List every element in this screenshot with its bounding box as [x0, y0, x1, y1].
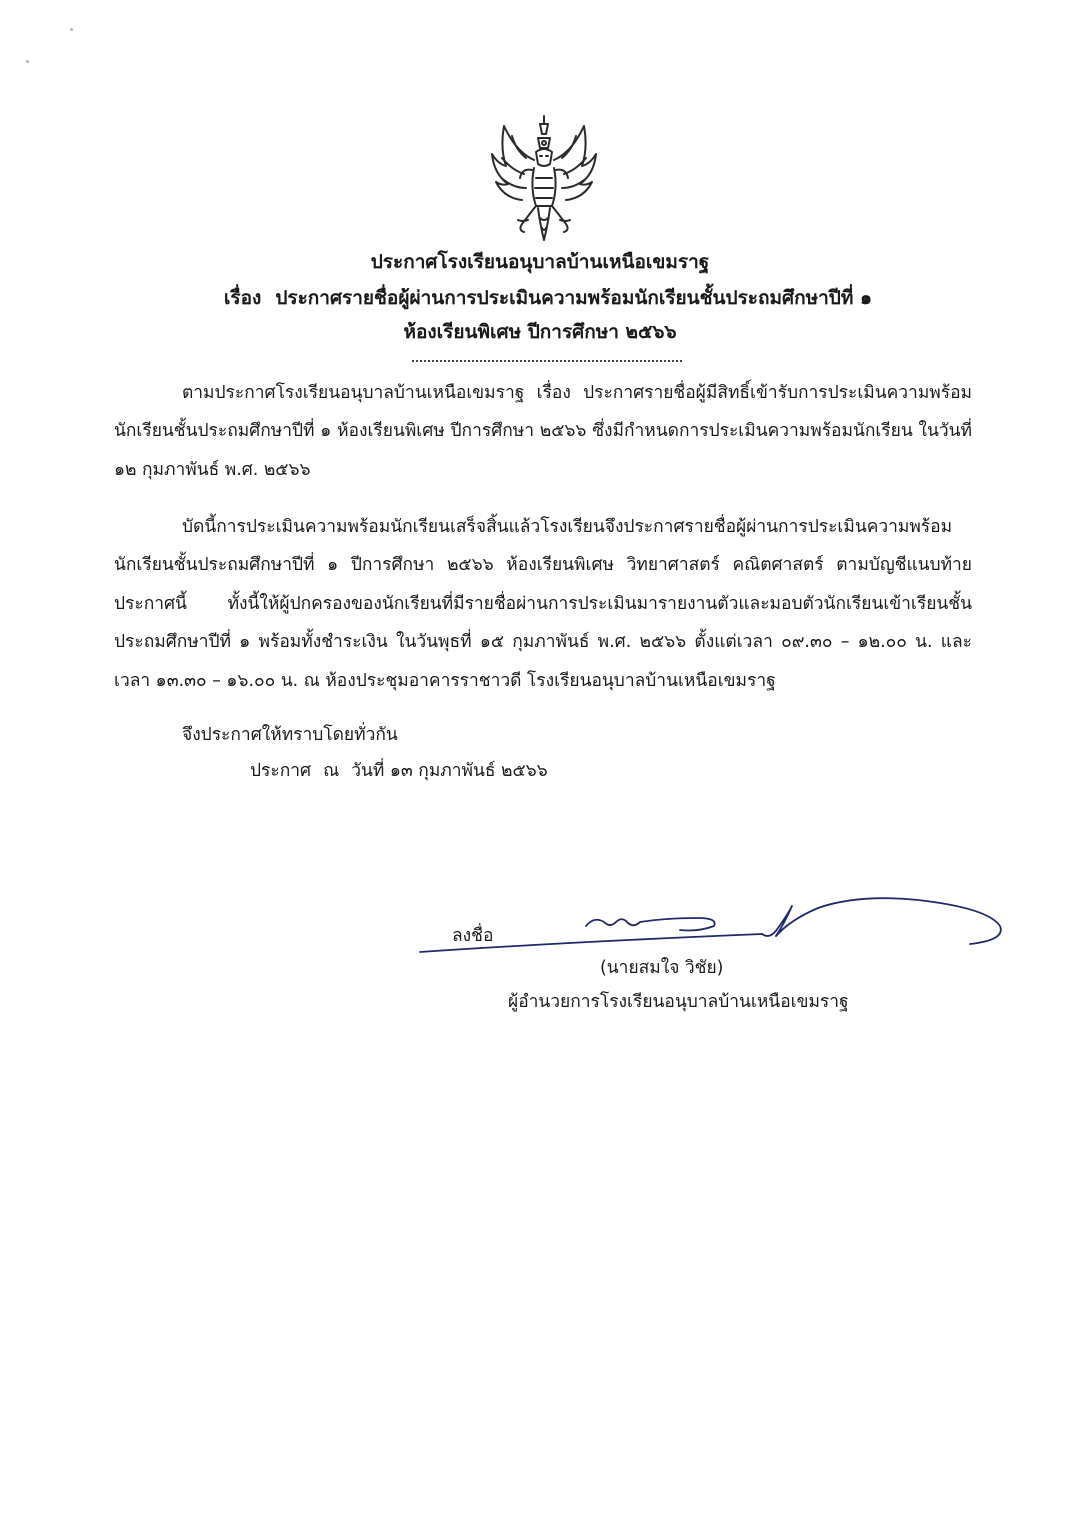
subject-label: เรื่อง [223, 287, 262, 309]
announcement-subject-line2: ห้องเรียนพิเศษ ปีการศึกษา ๒๕๖๖ [403, 321, 677, 343]
announcement-date [250, 752, 548, 790]
paragraph-2: บัดนี้การประเมินความพร้อมนักเรียนเสร็จสิ้นแล้วโรงเรียนจึงประกาศรายชื่อผู้ผ่านการประเมินความพร้อมนักเรียนชั้นประถมศึกษาปีที่ ๑ ปีการศึกษา ๒๕๖๖ ห้องเรียนพิเศษ วิทยาศาสตร์ คณิตศาสตร์ ตามบัญชีแนบท้ายประกาศนี้ ทั้งนี้ให้ผู้ปกครองของนักเรียนที่มีรายชื่อผ่านการประเมินมารายงานตัวและมอบตัวนักเรียนเข้าเรียนชั้นประถมศึกษาปีที่ ๑ พร้อมทั้งชำระเงิน ในวันพุธที่ ๑๕ กุมภาพันธ์ พ.ศ. ๒๕๖๖ ตั้งแต่เวลา ๐๙.๓๐ – ๑๒.๐๐ น. และ เวลา ๑๓.๓๐ – ๑๖.๐๐ น. ณ ห้องประชุมอาคารราชาวดี โรงเรียนอนุบาลบ้านเหนือเขมราฐ [114, 517, 972, 691]
date-value: วันที่ ๑๓ กุมภาพันธ์ ๒๕๖๖ [351, 761, 548, 781]
separator-line [412, 360, 682, 362]
subject-text: ประกาศรายชื่อผู้ผ่านการประเมินความพร้อมนักเรียนชั้นประถมศึกษาปีที่ ๑ [275, 287, 873, 309]
garuda-emblem-icon [482, 108, 606, 246]
signer-name: (นายสมใจ วิชัย) [600, 958, 724, 978]
scan-speck [26, 60, 29, 63]
paragraph-1: ตามประกาศโรงเรียนอนุบาลบ้านเหนือเขมราฐ เรื่อง ประกาศรายชื่อผู้มีสิทธิ์เข้ารับการประเมินความพร้อมนักเรียนชั้นประถมศึกษาปีที่ ๑ ห้องเรียนพิเศษ ปีการศึกษา ๒๕๖๖ ซึ่งมีกำหนดการประเมินความพร้อมนักเรียน ในวันที่ ๑๒ กุมภาพันธ์ พ.ศ. ๒๕๖๖ [114, 383, 972, 480]
announcement-subject [8, 280, 1080, 316]
announcement-title: ประกาศโรงเรียนอนุบาลบ้านเหนือเขมราฐ [370, 251, 710, 273]
sign-label: ลงชื่อ [452, 926, 494, 946]
closing-statement: จึงประกาศให้ทราบโดยทั่วกัน [182, 725, 398, 745]
scan-speck [70, 28, 73, 31]
signer-position: ผู้อำนวยการโรงเรียนอนุบาลบ้านเหนือเขมราฐ [508, 992, 849, 1012]
date-at: ณ [323, 761, 340, 781]
date-prefix: ประกาศ [250, 761, 312, 781]
